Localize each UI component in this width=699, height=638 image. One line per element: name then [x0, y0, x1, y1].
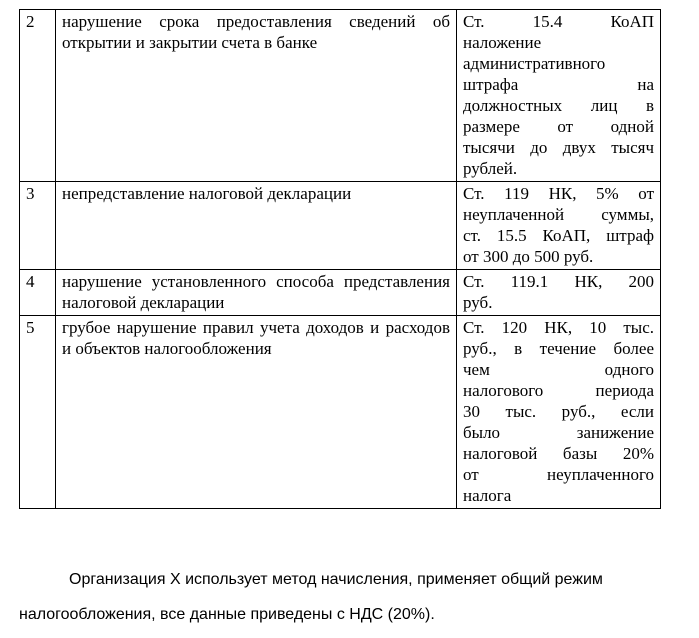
violation-description: нарушение срока предоставления сведений об открытии и закрытии счета в банке [56, 10, 457, 182]
paragraph-line-2: налогообложения, все данные приведены с НДС (20%). [19, 606, 435, 623]
penalty-line: Ст. 119.1 НК, 200 [463, 272, 654, 291]
penalty-line: чем одного [463, 360, 654, 379]
penalty-line: налоговой базы 20% [463, 444, 654, 463]
penalty-line: ст. 15.5 КоАП, штраф [463, 226, 654, 245]
penalty-line: руб., в течение более [463, 339, 654, 358]
penalty-line: Ст. 15.4 КоАП [463, 12, 654, 31]
row-number: 4 [20, 270, 56, 316]
penalty-line: должностных лиц в [463, 96, 654, 115]
penalty-line: 30 тыс. руб., если [463, 402, 654, 421]
table-row [20, 316, 661, 509]
penalty-line: руб. [463, 293, 493, 312]
penalty-line: неуплаченной суммы, [463, 205, 654, 224]
penalty-cell [457, 10, 661, 182]
penalty-line: рублей. [463, 159, 518, 178]
violations-table [19, 9, 661, 509]
penalty-line: Ст. 119 НК, 5% от [463, 184, 654, 203]
table-row [20, 182, 661, 270]
row-number: 2 [20, 10, 56, 182]
penalty-line: от 300 до 500 руб. [463, 247, 594, 266]
table-row [20, 270, 661, 316]
penalty-line: штрафа на [463, 75, 654, 94]
penalty-line: административного [463, 54, 606, 73]
penalty-line: было занижение [463, 423, 654, 442]
row-number: 3 [20, 182, 56, 270]
penalty-line: Ст. 120 НК, 10 тыс. [463, 318, 654, 337]
penalty-line: наложение [463, 33, 542, 52]
penalty-line: налога [463, 486, 512, 505]
penalty-line: от неуплаченного [463, 465, 654, 484]
row-number: 5 [20, 316, 56, 509]
violation-description: нарушение установленного способа представления налоговой декларации [56, 270, 457, 316]
penalty-cell [457, 270, 661, 316]
penalty-cell [457, 182, 661, 270]
penalty-line: тысячи до двух тысяч [463, 138, 654, 157]
paragraph-line-1: Организация Х использует метод начисления, применяет общий режим [69, 571, 603, 588]
violation-description: непредставление налоговой декларации [56, 182, 457, 270]
penalty-cell [457, 316, 661, 509]
violation-description: грубое нарушение правил учета доходов и расходов и объектов налогообложения [56, 316, 457, 509]
table-row [20, 10, 661, 182]
penalty-line: налогового периода [463, 381, 654, 400]
penalty-line: размере от одной [463, 117, 654, 136]
